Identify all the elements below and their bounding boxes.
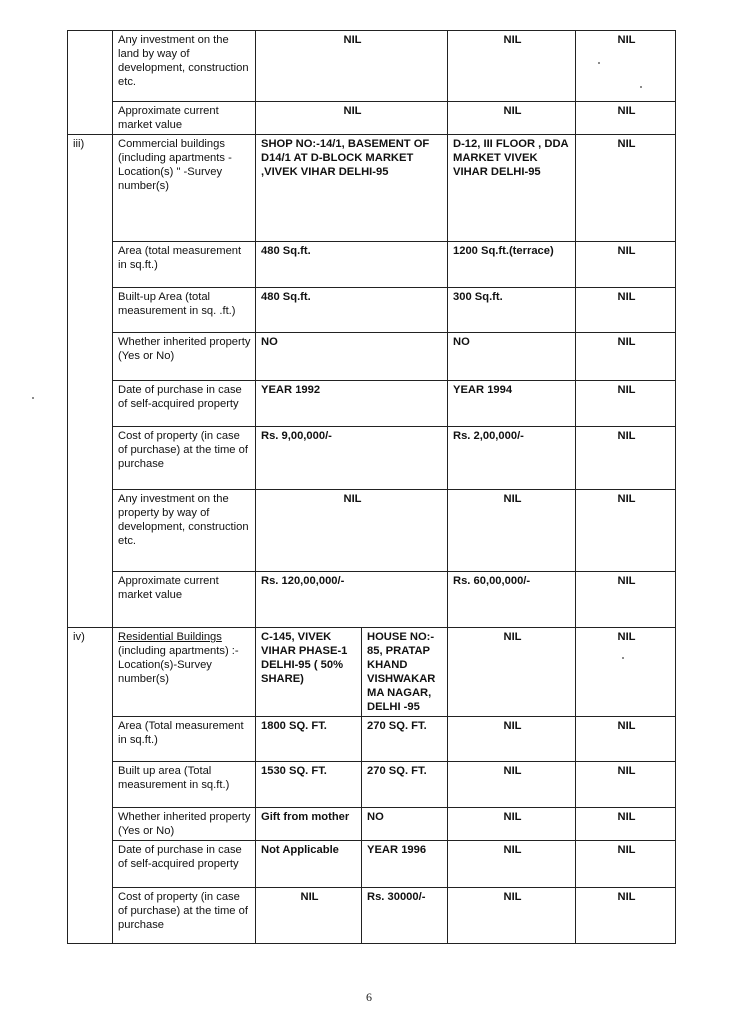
table-row — [68, 490, 676, 572]
value-cell: YEAR 1992 — [256, 381, 448, 427]
assets-table — [67, 30, 676, 944]
row-label: Date of purchase in case of self-acquired property — [113, 841, 256, 888]
value-cell: 270 SQ. FT. — [362, 762, 448, 808]
row-number — [68, 31, 113, 135]
value-cell: NIL — [576, 102, 676, 135]
value-cell: NO — [256, 333, 448, 381]
value-cell: NIL — [448, 102, 576, 135]
value-cell: YEAR 1996 — [362, 841, 448, 888]
row-label: Any investment on the property by way of development, construction etc. — [113, 490, 256, 572]
value-cell: D-12, III FLOOR , DDA MARKET VIVEK VIHAR DELHI-95 — [448, 135, 576, 242]
value-cell: NIL — [576, 717, 676, 762]
value-cell: NIL — [448, 31, 576, 102]
scan-speck — [32, 397, 34, 399]
row-label: Built up area (Total measurement in sq.ft.) — [113, 762, 256, 808]
value-cell: NIL — [576, 762, 676, 808]
row-label: Area (Total measurement in sq.ft.) — [113, 717, 256, 762]
value-cell: NO — [448, 333, 576, 381]
value-cell: NIL — [448, 628, 576, 717]
value-cell: NIL — [576, 808, 676, 841]
value-cell: NIL — [576, 381, 676, 427]
row-label: Date of purchase in case of self-acquired property — [113, 381, 256, 427]
row-label: Any investment on the land by way of development, construction etc. — [113, 31, 256, 102]
value-cell: NIL — [576, 427, 676, 490]
value-cell: Rs. 120,00,000/- — [256, 572, 448, 628]
value-cell: HOUSE NO:- 85, PRATAP KHAND VISHWAKAR MA NAGAR, DELHI -95 — [362, 628, 448, 717]
table-row — [68, 841, 676, 888]
value-cell: NIL — [448, 808, 576, 841]
value-cell: NIL — [576, 135, 676, 242]
value-cell: Gift from mother — [256, 808, 362, 841]
value-cell: 1800 SQ. FT. — [256, 717, 362, 762]
value-cell: NIL — [256, 31, 448, 102]
table-row — [68, 808, 676, 841]
value-cell: 480 Sq.ft. — [256, 288, 448, 333]
row-label: Cost of property (in case of purchase) at the time of purchase — [113, 888, 256, 944]
table-row — [68, 242, 676, 288]
scan-speck — [598, 62, 600, 64]
scan-speck — [622, 657, 624, 659]
value-cell: Rs. 9,00,000/- — [256, 427, 448, 490]
row-label — [113, 628, 256, 717]
value-cell: SHOP NO:-14/1, BASEMENT OF D14/1 AT D-BLOCK MARKET ,VIVEK VIHAR DELHI-95 — [256, 135, 448, 242]
table-row — [68, 102, 676, 135]
row-label: Approximate current market value — [113, 102, 256, 135]
table-row — [68, 135, 676, 242]
value-cell: Rs. 2,00,000/- — [448, 427, 576, 490]
value-cell: NIL — [448, 762, 576, 808]
row-label-rest: (including apartments) :- Location(s)-Survey number(s) — [118, 645, 239, 685]
value-cell: 1200 Sq.ft.(terrace) — [448, 242, 576, 288]
table-row — [68, 381, 676, 427]
value-cell: NO — [362, 808, 448, 841]
table-row — [68, 717, 676, 762]
table-row — [68, 288, 676, 333]
value-cell: YEAR 1994 — [448, 381, 576, 427]
scan-speck — [640, 86, 642, 88]
value-cell: 270 SQ. FT. — [362, 717, 448, 762]
value-cell: Rs. 60,00,000/- — [448, 572, 576, 628]
row-number: iv) — [68, 628, 113, 944]
value-cell: NIL — [448, 490, 576, 572]
row-label: Approximate current market value — [113, 572, 256, 628]
row-label: Area (total measurement in sq.ft.) — [113, 242, 256, 288]
table-row — [68, 572, 676, 628]
table-row — [68, 333, 676, 381]
value-cell: NIL — [576, 333, 676, 381]
value-cell: NIL — [576, 572, 676, 628]
table-row — [68, 762, 676, 808]
value-cell: 300 Sq.ft. — [448, 288, 576, 333]
value-cell: NIL — [448, 888, 576, 944]
value-cell: C-145, VIVEK VIHAR PHASE-1 DELHI-95 ( 50% SHARE) — [256, 628, 362, 717]
value-cell: NIL — [576, 31, 676, 102]
value-cell: Not Applicable — [256, 841, 362, 888]
row-label: Whether inherited property (Yes or No) — [113, 808, 256, 841]
row-label: Commercial buildings (including apartments -Location(s) " -Survey number(s) — [113, 135, 256, 242]
row-label: Built-up Area (total measurement in sq. .ft.) — [113, 288, 256, 333]
value-cell: NIL — [256, 490, 448, 572]
value-cell: 1530 SQ. FT. — [256, 762, 362, 808]
table-row — [68, 31, 676, 102]
value-cell: NIL — [576, 841, 676, 888]
row-number: iii) — [68, 135, 113, 628]
value-cell: Rs. 30000/- — [362, 888, 448, 944]
value-cell: NIL — [576, 490, 676, 572]
row-label-underlined: Residential Buildings — [118, 631, 222, 643]
row-label: Whether inherited property (Yes or No) — [113, 333, 256, 381]
value-cell: NIL — [448, 717, 576, 762]
value-cell: NIL — [576, 888, 676, 944]
row-label: Cost of property (in case of purchase) at the time of purchase — [113, 427, 256, 490]
value-cell: NIL — [256, 102, 448, 135]
value-cell: NIL — [448, 841, 576, 888]
table-row — [68, 628, 676, 717]
table-row — [68, 888, 676, 944]
value-cell: NIL — [576, 242, 676, 288]
table-row — [68, 427, 676, 490]
value-cell: 480 Sq.ft. — [256, 242, 448, 288]
value-cell: NIL — [576, 628, 676, 717]
page-number: 6 — [366, 990, 372, 1004]
value-cell: NIL — [576, 288, 676, 333]
value-cell: NIL — [256, 888, 362, 944]
